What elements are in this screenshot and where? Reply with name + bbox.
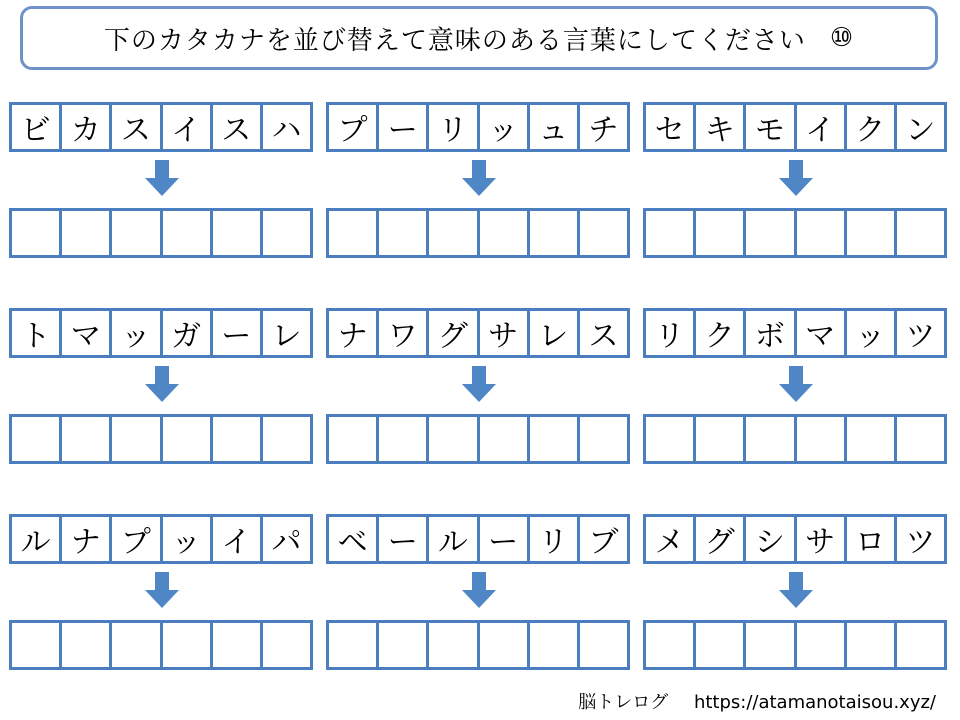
answer-row	[643, 208, 947, 258]
letter-cell: リ	[429, 105, 479, 149]
letter-cell: ル	[12, 517, 62, 561]
letter-cell: チ	[588, 113, 619, 148]
scrambled-row	[326, 308, 630, 358]
answer-cell[interactable]	[112, 417, 162, 461]
down-arrow-icon	[643, 564, 947, 620]
answer-cell[interactable]	[530, 623, 580, 667]
answer-cell[interactable]	[696, 623, 746, 667]
answer-cell[interactable]	[12, 623, 62, 667]
down-arrow-icon	[9, 358, 313, 414]
scrambled-row	[643, 308, 947, 358]
letter-cell: サ	[480, 311, 530, 355]
answer-cell[interactable]	[213, 211, 263, 255]
answer-cell[interactable]	[112, 623, 162, 667]
answer-cell[interactable]	[12, 417, 62, 461]
answer-row	[643, 620, 947, 670]
letter-cell: ロ	[847, 517, 897, 561]
puzzle-2	[326, 102, 630, 258]
puzzle-4	[9, 308, 313, 464]
letter-cell: ー	[213, 311, 263, 355]
answer-cell[interactable]	[897, 211, 944, 255]
letter-cell: カ	[62, 105, 112, 149]
letter-cell: ナ	[62, 517, 112, 561]
scrambled-row	[326, 514, 630, 564]
answer-cell[interactable]	[379, 211, 429, 255]
answer-cell[interactable]	[696, 211, 746, 255]
letter-cell: ン	[905, 113, 936, 148]
answer-cell[interactable]	[480, 211, 530, 255]
puzzle-5	[326, 308, 630, 464]
down-arrow-icon	[9, 564, 313, 620]
answer-cell[interactable]	[847, 623, 897, 667]
answer-cell[interactable]	[429, 211, 479, 255]
answer-cell[interactable]	[263, 211, 310, 255]
answer-cell[interactable]	[580, 417, 627, 461]
answer-row	[326, 208, 630, 258]
answer-cell[interactable]	[263, 417, 310, 461]
answer-cell[interactable]	[379, 623, 429, 667]
answer-row	[9, 414, 313, 464]
answer-cell[interactable]	[12, 211, 62, 255]
letter-cell: ボ	[746, 311, 796, 355]
letter-cell: ー	[379, 517, 429, 561]
letter-cell: グ	[696, 517, 746, 561]
puzzle-9	[643, 514, 947, 670]
title-box	[20, 6, 938, 70]
letter-cell: マ	[797, 311, 847, 355]
letter-cell: ュ	[530, 105, 580, 149]
letter-cell: レ	[271, 319, 302, 354]
letter-cell: イ	[163, 105, 213, 149]
scrambled-row	[643, 102, 947, 152]
puzzle-1	[9, 102, 313, 258]
down-arrow-icon	[326, 564, 630, 620]
letter-cell: マ	[62, 311, 112, 355]
answer-row	[326, 414, 630, 464]
puzzle-3	[643, 102, 947, 258]
puzzle-7	[9, 514, 313, 670]
letter-cell: ル	[429, 517, 479, 561]
answer-cell[interactable]	[429, 623, 479, 667]
letter-cell: ー	[379, 105, 429, 149]
letter-cell: リ	[646, 311, 696, 355]
down-arrow-icon	[326, 358, 630, 414]
letter-cell: ガ	[163, 311, 213, 355]
letter-cell: ス	[588, 319, 619, 354]
letter-cell: ナ	[329, 311, 379, 355]
letter-cell: ク	[847, 105, 897, 149]
letter-cell: ベ	[329, 517, 379, 561]
answer-cell[interactable]	[480, 623, 530, 667]
answer-cell[interactable]	[646, 417, 696, 461]
letter-cell: プ	[329, 105, 379, 149]
letter-cell: ッ	[480, 105, 530, 149]
footer-brand: 脳トレログ	[578, 692, 669, 713]
answer-cell[interactable]	[62, 211, 112, 255]
answer-cell[interactable]	[646, 211, 696, 255]
letter-cell: セ	[646, 105, 696, 149]
down-arrow-icon	[326, 152, 630, 208]
down-arrow-icon	[9, 152, 313, 208]
answer-cell[interactable]	[112, 211, 162, 255]
answer-cell[interactable]	[163, 211, 213, 255]
answer-cell[interactable]	[62, 623, 112, 667]
down-arrow-icon	[643, 152, 947, 208]
answer-cell[interactable]	[746, 211, 796, 255]
down-arrow-icon	[643, 358, 947, 414]
letter-cell: シ	[746, 517, 796, 561]
letter-cell: サ	[797, 517, 847, 561]
answer-cell[interactable]	[263, 623, 310, 667]
answer-row	[9, 208, 313, 258]
puzzle-6	[643, 308, 947, 464]
letter-cell: リ	[530, 517, 580, 561]
letter-cell: ビ	[12, 105, 62, 149]
letter-cell: ハ	[271, 113, 302, 148]
letter-cell: ー	[480, 517, 530, 561]
footer-url[interactable]: https://atamanotaisou.xyz/	[693, 692, 936, 713]
letter-cell: グ	[429, 311, 479, 355]
answer-cell[interactable]	[847, 211, 897, 255]
answer-cell[interactable]	[329, 623, 379, 667]
letter-cell: ト	[12, 311, 62, 355]
answer-row	[326, 620, 630, 670]
letter-cell: ツ	[905, 525, 936, 560]
letter-cell: ツ	[905, 319, 936, 354]
letter-cell: ッ	[163, 517, 213, 561]
answer-cell[interactable]	[746, 417, 796, 461]
answer-cell[interactable]	[213, 417, 263, 461]
answer-cell[interactable]	[646, 623, 696, 667]
letter-cell: ス	[112, 105, 162, 149]
answer-cell[interactable]	[163, 623, 213, 667]
answer-cell[interactable]	[797, 623, 847, 667]
answer-cell[interactable]	[696, 417, 746, 461]
footer	[578, 688, 936, 714]
answer-cell[interactable]	[329, 417, 379, 461]
scrambled-row	[643, 514, 947, 564]
title-text: 下のカタカナを並び替えて意味のある言葉にしてください	[103, 25, 806, 56]
scrambled-row	[9, 308, 313, 358]
answer-cell[interactable]	[580, 623, 627, 667]
letter-cell: レ	[530, 311, 580, 355]
answer-cell[interactable]	[213, 623, 263, 667]
answer-cell[interactable]	[530, 211, 580, 255]
answer-cell[interactable]	[163, 417, 213, 461]
answer-cell[interactable]	[797, 211, 847, 255]
letter-cell: ブ	[588, 525, 619, 560]
answer-cell[interactable]	[897, 417, 944, 461]
answer-cell[interactable]	[897, 623, 944, 667]
letter-cell: ッ	[847, 311, 897, 355]
answer-row	[9, 620, 313, 670]
letter-cell: ッ	[112, 311, 162, 355]
letter-cell: ワ	[379, 311, 429, 355]
answer-cell[interactable]	[62, 417, 112, 461]
scrambled-row	[326, 102, 630, 152]
answer-cell[interactable]	[847, 417, 897, 461]
letter-cell: プ	[112, 517, 162, 561]
letter-cell: ク	[696, 311, 746, 355]
answer-cell[interactable]	[580, 211, 627, 255]
letter-cell: イ	[213, 517, 263, 561]
answer-cell[interactable]	[379, 417, 429, 461]
letter-cell: キ	[696, 105, 746, 149]
answer-cell[interactable]	[429, 417, 479, 461]
letter-cell: イ	[797, 105, 847, 149]
answer-cell[interactable]	[530, 417, 580, 461]
answer-cell[interactable]	[329, 211, 379, 255]
letter-cell: メ	[646, 517, 696, 561]
title-number: ⑩	[829, 23, 855, 53]
answer-cell[interactable]	[797, 417, 847, 461]
answer-row	[643, 414, 947, 464]
letter-cell: モ	[746, 105, 796, 149]
scrambled-row	[9, 102, 313, 152]
answer-cell[interactable]	[480, 417, 530, 461]
letter-cell: パ	[271, 525, 302, 560]
answer-cell[interactable]	[746, 623, 796, 667]
letter-cell: ス	[213, 105, 263, 149]
puzzle-8	[326, 514, 630, 670]
scrambled-row	[9, 514, 313, 564]
